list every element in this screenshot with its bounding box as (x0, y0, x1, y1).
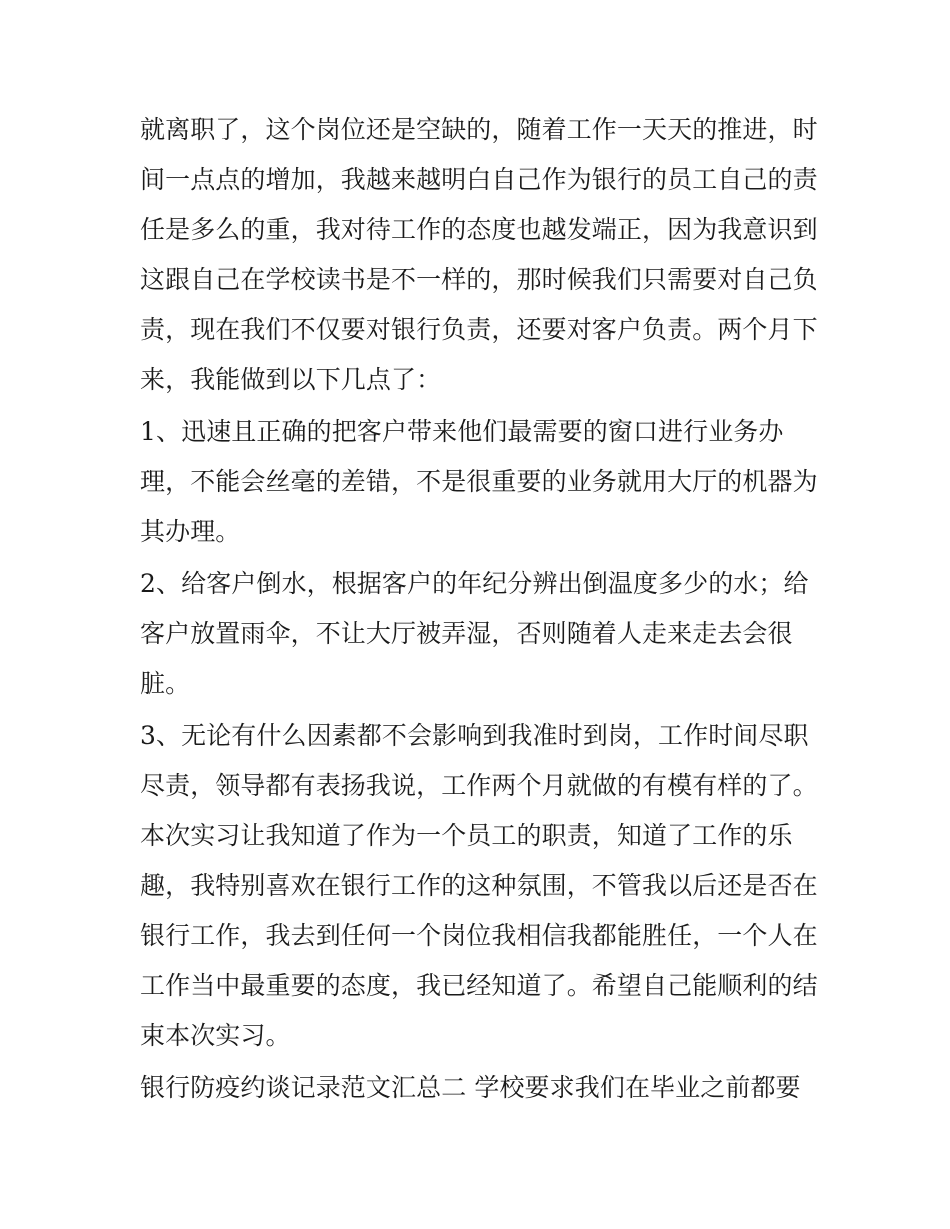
list-item-3-line: 3、无论有什么因素都不会影响到我准时到岗，工作时间尽职 (140, 721, 809, 750)
list-item-1-line: 1、迅速且正确的把客户带来他们最需要的窗口进行业务办 (140, 417, 784, 446)
list-item-2-line: 客户放置雨伞，不让大厅被弄湿，否则随着人走来走去会很 (140, 619, 793, 648)
text-line: 束本次实习。 (140, 1021, 291, 1050)
text-line: 银行工作，我去到任何一个岗位我相信我都能胜任，一个人在 (140, 921, 818, 950)
text-line: 本次实习让我知道了作为一个员工的职责，知道了工作的乐 (140, 821, 793, 850)
list-item-1-line: 理，不能会丝毫的差错，不是很重要的业务就用大厅的机器为 (140, 467, 818, 496)
text-line: 趣，我特别喜欢在银行工作的这种氛围，不管我以后还是否在 (140, 871, 818, 900)
text-line: 责，现在我们不仅要对银行负责，还要对客户负责。两个月下 (140, 315, 818, 344)
text-line: 这跟自己在学校读书是不一样的，那时候我们只需要对自己负 (140, 265, 818, 294)
list-item-2-line: 脏。 (140, 669, 191, 698)
text-line: 来，我能做到以下几点了： (140, 365, 442, 394)
list-item-1-line: 其办理。 (140, 517, 241, 546)
list-item-2-line: 2、给客户倒水，根据客户的年纪分辨出倒温度多少的水；给 (140, 569, 809, 598)
text-line: 就离职了，这个岗位还是空缺的，随着工作一天天的推进，时 (140, 115, 818, 144)
text-line: 任是多么的重，我对待工作的态度也越发端正，因为我意识到 (140, 215, 818, 244)
list-item-3-line: 尽责，领导都有表扬我说，工作两个月就做的有模有样的了。 (140, 771, 818, 800)
text-line: 工作当中最重要的态度，我已经知道了。希望自己能顺利的结 (140, 971, 818, 1000)
section-heading-line: 银行防疫约谈记录范文汇总二 学校要求我们在毕业之前都要 (140, 1073, 801, 1102)
text-line: 间一点点的增加，我越来越明白自己作为银行的员工自己的责 (140, 165, 818, 194)
